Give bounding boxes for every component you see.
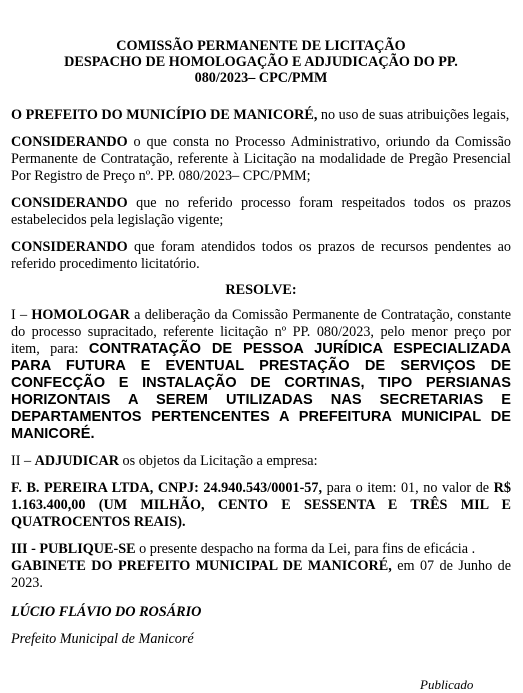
item-1-bold: HOMOLOGAR xyxy=(31,307,130,323)
intro-text: no uso de suas atribuições legais, xyxy=(317,107,510,123)
item-3-publique xyxy=(11,541,511,592)
document-header xyxy=(11,38,511,86)
item-2-prefix: II – xyxy=(11,453,35,469)
document-page xyxy=(11,38,511,648)
footer-cut-text: Publicado xyxy=(420,677,474,692)
gabinete-date: em 07 de Junho de 2023. xyxy=(11,558,512,591)
header-line-2: DESPACHO DE HOMOLOGAÇÃO E ADJUDICAÇÃO DO PP. xyxy=(64,54,458,70)
considerando-3-bold: CONSIDERANDO xyxy=(11,239,128,255)
award-company: F. B. PEREIRA LTDA, CNPJ: 24.940.543/0001-57, xyxy=(11,480,323,496)
item-2-bold: ADJUDICAR xyxy=(34,453,119,469)
considerando-2 xyxy=(11,195,511,229)
item-3-bold: III - PUBLIQUE-SE xyxy=(11,541,136,557)
considerando-2-text: que no referido processo foram respeitados todos os prazos estabelecidos pela legislação vigente; xyxy=(11,195,511,228)
item-1-object: CONTRATAÇÃO DE PESSOA JURÍDICA ESPECIALIZADA PARA FUTURA E EVENTUAL PRESTAÇÃO DE SERVIÇOS DE CONFECÇÃO E INSTALAÇÃO DE CORTINAS, TIPO PERSIANAS HORIZONTAIS A SEREM UTILIZADAS NAS SECRETARIAS E DEPARTAMENTOS PERTENCENTES A PREFEITURA MUNICIPAL DE MANICORÉ. xyxy=(11,341,511,442)
item-1-prefix: I – xyxy=(11,307,32,323)
signature-name: LÚCIO FLÁVIO DO ROSÁRIO xyxy=(11,604,202,620)
considerando-1 xyxy=(11,134,511,185)
considerando-3-text: que foram atendidos todos os prazos de recursos pendentes ao referido procedimento licitatório. xyxy=(11,239,511,272)
considerando-1-bold: CONSIDERANDO xyxy=(11,134,128,150)
resolve-heading: RESOLVE: xyxy=(225,282,297,298)
considerando-3 xyxy=(11,239,511,273)
item-1-text: a deliberação da Comissão Permanente de Contratação, constante do processo supracitado, referente licitação nº PP. 080/2023, pelo menor preço por item, para: xyxy=(11,307,511,357)
gabinete-office: GABINETE DO PREFEITO MUNICIPAL DE MANICORÉ, xyxy=(11,558,392,574)
item-1-homologar xyxy=(11,307,511,443)
item-2-text: os objetos da Licitação a empresa: xyxy=(118,453,318,469)
award-value: R$ 1.163.400,00 (UM MILHÃO, CENTO E SESSENTA E TRÊS MIL E QUATROCENTOS REAIS). xyxy=(11,480,511,530)
header-line-3: 080/2023– CPC/PMM xyxy=(194,70,328,86)
considerando-2-bold: CONSIDERANDO xyxy=(11,195,128,211)
intro-paragraph xyxy=(11,107,511,124)
award-paragraph xyxy=(11,480,511,531)
item-2-adjudicar xyxy=(11,453,511,470)
header-line-1: COMISSÃO PERMANENTE DE LICITAÇÃO xyxy=(116,38,406,54)
item-3-text: o presente despacho na forma da Lei, para fins de eficácia . xyxy=(135,541,476,557)
intro-bold: O PREFEITO DO MUNICÍPIO DE MANICORÉ, xyxy=(11,107,318,123)
signature-role: Prefeito Municipal de Manicoré xyxy=(11,631,194,647)
award-text: para o item: 01, no valor de xyxy=(322,480,494,496)
considerando-1-text: o que consta no Processo Administrativo, oriundo da Comissão Permanente de Contratação, referente à Licitação na modalidade de Pregão Presencial Por Registro de Preço nº. PP. 080/2023– CPC/PMM; xyxy=(11,134,511,184)
